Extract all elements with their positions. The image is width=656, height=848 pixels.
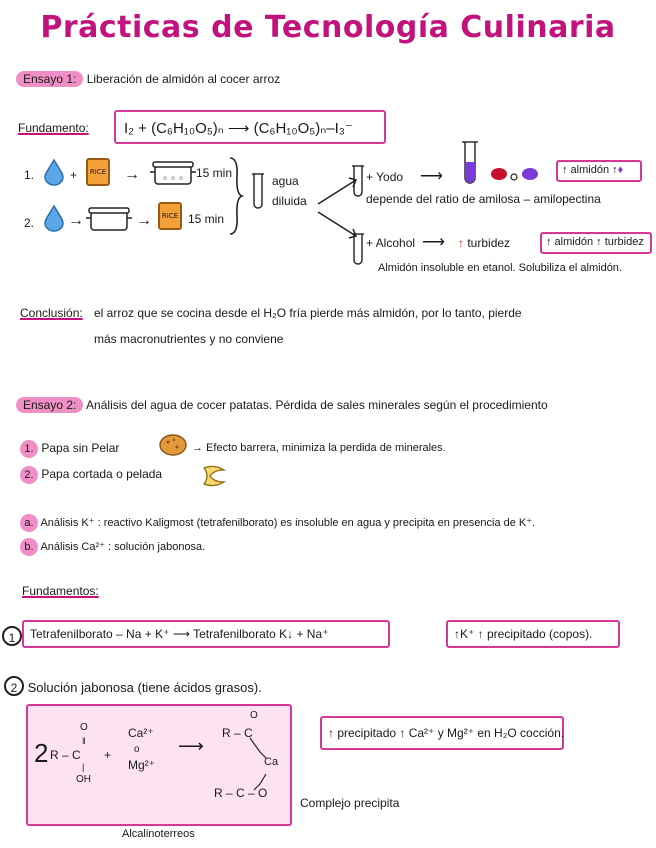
turbidez-text: turbidez [467, 236, 511, 250]
yodo-note: depende del ratio de amilosa – amilopectina [366, 192, 601, 206]
item2-number: 2. [20, 466, 38, 484]
reaction-r1: R – C [50, 748, 81, 762]
iodine-equation-box [114, 110, 386, 144]
agua-line1: agua [272, 174, 299, 188]
yodo-arrow: ⟶ [420, 168, 443, 185]
ensayo2-heading: Análisis del agua de cocer patatas. Pérdida de sales minerales según el procedimiento [86, 398, 548, 412]
reaction-double-bond: ‖ [82, 736, 86, 746]
step2-number: 2. [24, 216, 35, 230]
curly-brace-icon [228, 156, 244, 236]
reaction-single-bond: | [82, 762, 85, 772]
step1-arrow: → [124, 166, 140, 183]
step2-arrow-1: → [68, 212, 84, 229]
saponification-reaction-box [26, 704, 292, 826]
f1-number: 1 [2, 626, 22, 646]
alcohol-text: + Alcohol [366, 236, 416, 250]
yodo-result-box: ↑ almidón ↑♦ [556, 160, 642, 182]
item-b [20, 538, 205, 556]
f1-equation-box [22, 620, 390, 648]
f1-equation: Tetrafenilborato – Na + K⁺ ⟶ Tetrafenilborato K↓ + Na⁺ [30, 627, 329, 641]
rice-label: RICE [161, 212, 179, 220]
reaction-product-ca: Ca [264, 756, 279, 768]
alcohol-result: ↑ almidón ↑ turbidez [546, 236, 644, 248]
fundamentos-label: Fundamentos: [22, 584, 99, 598]
item-b-text: Análisis Ca²⁺ : solución jabonosa. [40, 541, 206, 553]
item-b-number: b. [20, 538, 38, 556]
rice-package-icon [86, 158, 110, 186]
alcalinoterreos-label: Alcalinoterreos [122, 828, 195, 840]
ensayo1-badge: Ensayo 1: [16, 71, 83, 87]
reaction-arrow: ⟶ [178, 736, 204, 756]
reaction-o: O [80, 722, 88, 733]
test-tube-icon [252, 172, 264, 212]
water-drop-icon [42, 204, 66, 232]
conclusion-line2: más macronutrientes y no conviene [94, 332, 284, 346]
ring-bonds [244, 734, 274, 794]
agua-line2: diluida [272, 194, 307, 208]
cut-potato-icon [200, 462, 230, 490]
step1-plus: + [70, 168, 78, 182]
purple-tube-icon [462, 140, 478, 186]
item1-text: Papa sin Pelar [41, 441, 120, 455]
iodine-equation: I₂ + (C₆H₁₀O₅)ₙ ⟶ (C₆H₁₀O₅)ₙ–I₃⁻ [124, 120, 353, 137]
item-a [20, 514, 535, 532]
ensayo2-header [16, 398, 548, 412]
potato-icon [158, 432, 188, 458]
f1-number-wrap [2, 626, 22, 646]
item1-number: 1. [20, 440, 38, 458]
step2-arrow-2: → [136, 212, 152, 229]
test-tube-icon [352, 232, 364, 268]
f1-result-box [446, 620, 620, 648]
reaction-plus: + [104, 748, 112, 762]
page-title: Prácticas de Tecnología Culinaria [40, 10, 616, 45]
complex-label: Complejo precipita [300, 796, 400, 810]
ensayo2-badge: Ensayo 2: [16, 397, 83, 413]
ensayo1-header [16, 72, 280, 86]
alcohol-arrow: ⟶ [422, 234, 445, 251]
f2-result: ↑ precipitado ↑ Ca²⁺ y Mg²⁺ en H₂O cocción. [328, 726, 565, 740]
step1-number: 1. [24, 168, 35, 182]
item2 [20, 466, 162, 484]
test-tube-icon [352, 164, 364, 200]
f2-text: Solución jabonosa (tiene ácidos grasos). [27, 680, 262, 695]
f2 [4, 676, 262, 696]
reaction-product-o: O [250, 710, 258, 721]
pot-icon [86, 202, 132, 232]
conclusion-label: Conclusión: [20, 306, 83, 320]
reaction-o2: o [134, 744, 140, 755]
yodo-result: ↑ almidón ↑ [562, 164, 618, 176]
water-drop-icon [42, 158, 66, 186]
f1-result: ↑K⁺ ↑ precipitado (copos). [454, 627, 593, 641]
item2-text: Papa cortada o pelada [41, 467, 163, 481]
item1 [20, 440, 119, 458]
f2-number: 2 [4, 676, 24, 696]
item-a-number: a. [20, 514, 38, 532]
yodo-text: + Yodo [366, 170, 404, 184]
reaction-product-top: R – C [222, 726, 253, 740]
reaction-mg: Mg²⁺ [128, 758, 155, 772]
reaction-product-bottom: R – C – O [214, 786, 268, 800]
step1-time: 15 min [196, 166, 233, 180]
reaction-oh: OH [76, 774, 91, 785]
conclusion-line1: el arroz que se cocina desde el H₂O fría pierde más almidón, por lo tanto, pierde [94, 306, 522, 320]
reaction-coefficient: 2 [34, 738, 49, 768]
reaction-ca: Ca²⁺ [128, 726, 154, 740]
item-a-text: Análisis K⁺ : reactivo Kaligmost (tetrafenilborato) es insoluble en agua y precipita en presencia de K⁺. [40, 517, 536, 529]
pot-icon [150, 156, 196, 186]
f2-result-box [320, 716, 564, 750]
red-up-arrow-icon: ↑ [458, 236, 464, 250]
alcohol-note: Almidón insoluble en etanol. Solubiliza el almidón. [378, 262, 622, 274]
ensayo1-heading: Liberación de almidón al cocer arroz [86, 72, 281, 86]
item1-effect: → Efecto barrera, minimiza la perdida de minerales. [192, 442, 446, 454]
alcohol-result-box [540, 232, 652, 254]
fundamento-label: Fundamento: [18, 121, 89, 135]
alcohol-turbidez [458, 236, 510, 250]
step2-time: 15 min [188, 212, 225, 226]
rice-package-icon [158, 202, 182, 230]
color-drops-icon [490, 166, 542, 182]
rice-label: RICE [89, 168, 107, 176]
